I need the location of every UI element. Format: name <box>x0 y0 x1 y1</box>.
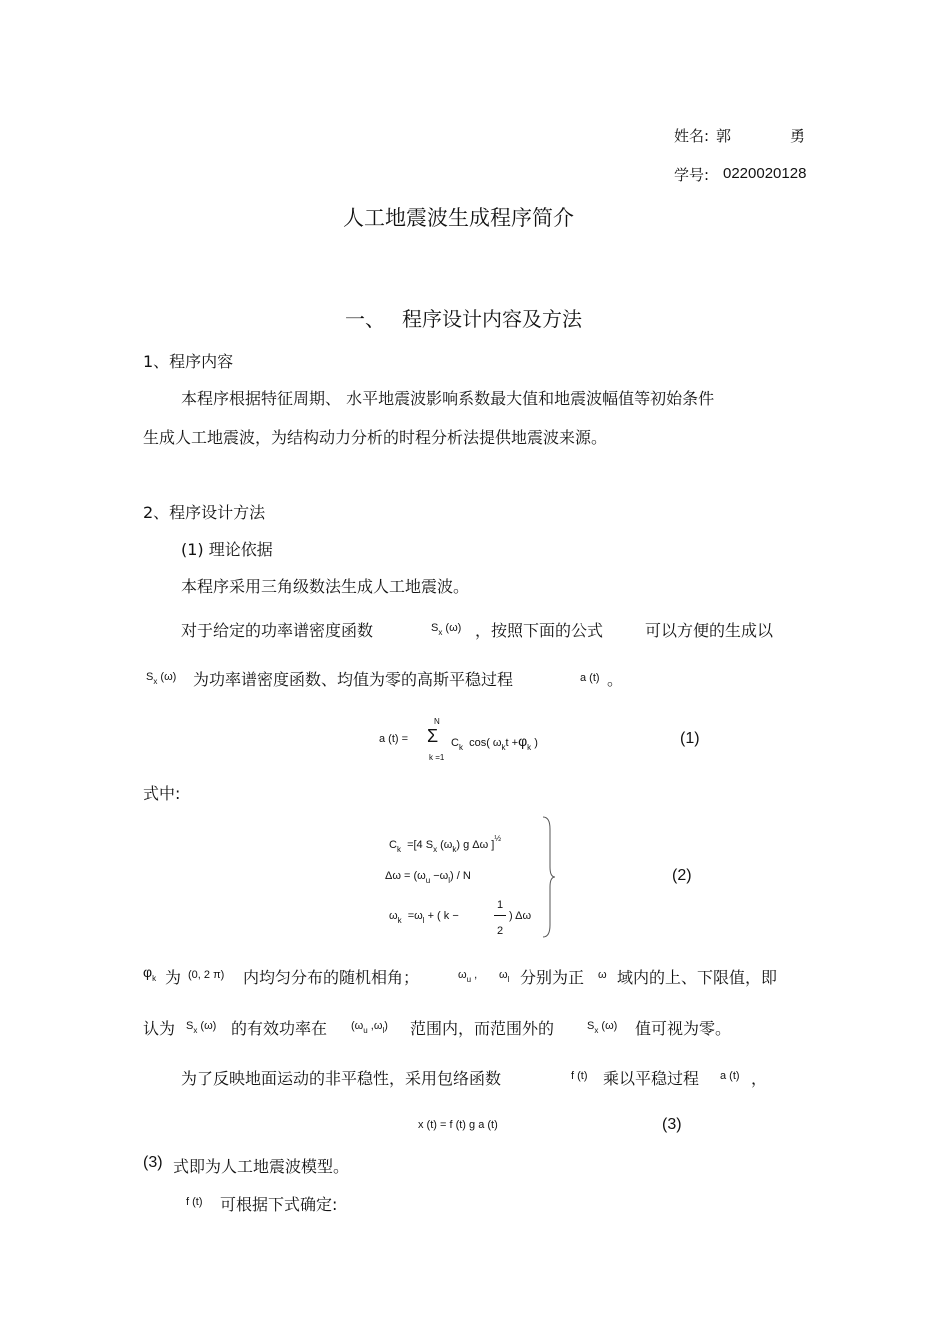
name-value-first: 郭 <box>716 127 732 145</box>
eq2-line1: $C_k =[4$ $S_x$ $(\omega_k)$ g Δω ]$^{\frac{1}{2}}$ <box>389 834 502 854</box>
math-ft: f (t) <box>186 1196 203 1208</box>
paragraph-line: 内均匀分布的随机相角； <box>243 968 420 987</box>
eq1-sum-sign: Σ <box>427 726 439 746</box>
math-range: (0, 2 π) <box>188 969 225 981</box>
math-at: a (t) <box>720 1070 740 1082</box>
eq1-number: (1) <box>680 730 700 747</box>
paragraph-line: 本程序根据特征周期、 水平地震波影响系数最大值和地震波幅值等初始条件 <box>181 389 715 408</box>
paragraph-line: 域内的上、下限值，即 <box>617 968 778 987</box>
paragraph-line: 为了反映地面运动的非平稳性，采用包络函数 <box>181 1069 502 1088</box>
paragraph-line: 的有效功率在 <box>231 1019 328 1038</box>
paragraph-line: 。 <box>607 670 624 689</box>
paragraph-line: 乘以平稳过程 <box>603 1069 700 1088</box>
paragraph-line: 式中: <box>143 784 181 803</box>
eq2-line3-end: ) Δω <box>509 910 532 922</box>
paragraph-line: 本程序采用三角级数法生成人工地震波。 <box>181 577 470 596</box>
math-omega-l: $\omega_l$ <box>499 969 510 984</box>
subsection-heading-2: 2、程序设计方法 <box>143 503 266 522</box>
paragraph-line: 分别为正 <box>520 968 585 987</box>
paragraph-line: 认为 <box>143 1019 176 1038</box>
eq1-sum-bottom: k =1 <box>429 753 445 762</box>
paragraph-line: 范围内，而范围外的 <box>410 1019 555 1038</box>
eq3-number: (3) <box>662 1116 682 1133</box>
math-sx-omega: $S_x$ (ω) <box>186 1020 217 1035</box>
eq1-sum-top: N <box>434 717 440 726</box>
math-ft: f (t) <box>571 1070 588 1082</box>
math-sx-omega: $S_x$ (ω) <box>146 671 177 686</box>
paragraph-line: 为功率谱密度函数、均值为零的高斯平稳过程 <box>193 670 514 689</box>
name-value-last: 勇 <box>790 127 806 145</box>
eq2-frac-num: 1 <box>497 899 504 911</box>
eq2-line2: $\Delta\omega = (\omega_u -\omega_l) / N$ <box>385 870 471 885</box>
math-phi-k: $\varphi_k$ <box>143 964 157 983</box>
eq2-line3: $\omega_k =\omega_l$ + ( k − <box>389 910 459 925</box>
paragraph-line: 可以方便的生成以 <box>645 621 774 640</box>
math-omega: ω <box>598 969 607 981</box>
paragraph-line: ， <box>751 1069 768 1088</box>
id-value: 0220020128 <box>723 165 807 182</box>
fraction-bar <box>494 915 506 916</box>
id-label: 学号: <box>674 166 710 184</box>
paragraph-line: 生成人工地震波，为结构动力分析的时程分析法提供地震波来源。 <box>143 428 608 447</box>
math-at: a (t) <box>580 672 600 684</box>
paragraph-line: 为 <box>165 968 182 987</box>
list-item: (1) 理论依据 <box>181 540 273 559</box>
eq2-frac-den: 2 <box>497 925 504 937</box>
paragraph-line: 对于给定的功率谱密度函数 <box>181 621 374 640</box>
math-sx-omega: $S_x$ (ω) <box>431 622 462 637</box>
section-number: 一、 <box>345 307 385 331</box>
paragraph-number: (3) <box>143 1154 163 1171</box>
page-title: 人工地震波生成程序简介 <box>343 206 574 230</box>
math-sx-omega: $S_x$ (ω) <box>587 1020 618 1035</box>
subsection-heading-1: 1、程序内容 <box>143 352 234 371</box>
paragraph-line: 值可视为零。 <box>635 1019 732 1038</box>
paragraph-line: 式即为人工地震波模型。 <box>173 1157 350 1176</box>
eq1-rhs: $C_k$ cos( $\omega_kt +\varphi_k$ ) <box>451 733 538 752</box>
paragraph-line: 可根据下式确定: <box>220 1195 338 1214</box>
section-heading: 程序设计内容及方法 <box>402 307 582 331</box>
eq2-number: (2) <box>672 867 692 884</box>
math-omega-u: $\omega_u$ , <box>458 969 478 984</box>
math-range2: ($\omega_u$ $,\omega_l$) <box>351 1020 388 1035</box>
right-brace <box>540 815 558 940</box>
eq3: x (t) = f (t) g a (t) <box>418 1119 498 1131</box>
name-label: 姓名: <box>674 127 710 145</box>
eq1-lhs: a (t) = <box>379 733 409 745</box>
paragraph-line: ，按照下面的公式 <box>475 621 604 640</box>
